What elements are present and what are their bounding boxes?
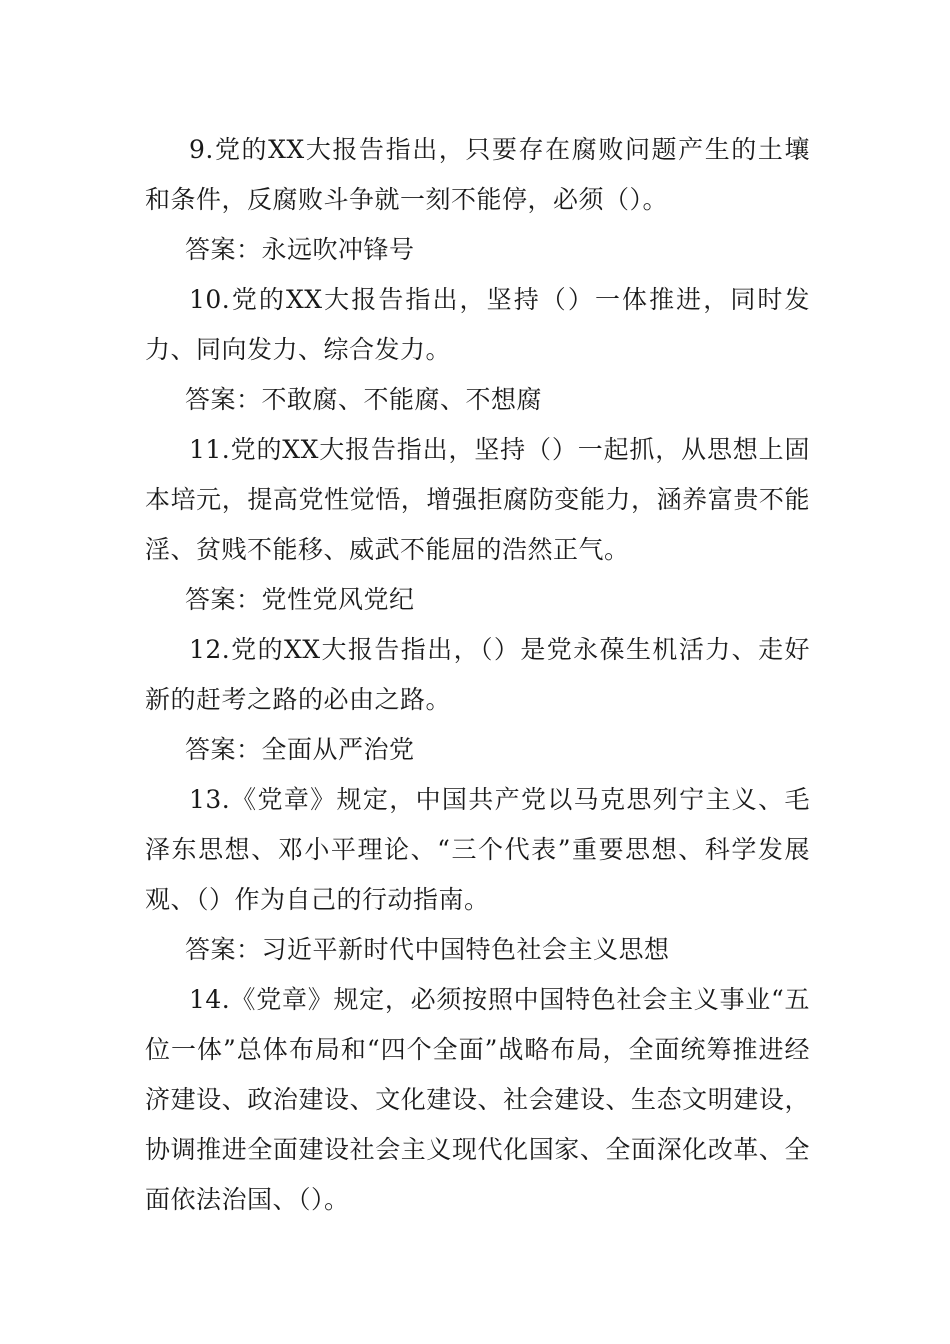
question-11: 11.党的XX大报告指出，坚持（）一起抓，从思想上固本培元，提高党性觉悟，增强拒腐防变能力，涵养富贵不能淫、贫贱不能移、威武不能屈的浩然正气。 <box>145 435 810 564</box>
question-10: 10.党的XX大报告指出，坚持（）一体推进，同时发力、同向发力、综合发力。 <box>145 285 810 364</box>
answer-13: 答案：习近平新时代中国特色社会主义思想 <box>185 935 670 964</box>
answer-12: 答案：全面从严治党 <box>185 735 415 764</box>
answer-10: 答案：不敢腐、不能腐、不想腐 <box>185 385 543 414</box>
question-13: 13.《党章》规定，中国共产党以马克思列宁主义、毛泽东思想、邓小平理论、“三个代表”重要思想、科学发展观、（）作为自己的行动指南。 <box>145 785 810 914</box>
document-body <box>145 125 810 1225</box>
question-9: 9.党的XX大报告指出，只要存在腐败问题产生的土壤和条件，反腐败斗争就一刻不能停，必须（）。 <box>145 135 810 214</box>
question-14: 14.《党章》规定，必须按照中国特色社会主义事业“五位一体”总体布局和“四个全面”战略布局，全面统筹推进经济建设、政治建设、文化建设、社会建设、生态文明建设，协调推进全面建设社会主义现代化国家、全面深化改革、全面依法治国、（）。 <box>145 985 810 1214</box>
answer-9: 答案：永远吹冲锋号 <box>185 235 415 264</box>
question-12: 12.党的XX大报告指出，（）是党永葆生机活力、走好新的赶考之路的必由之路。 <box>145 635 810 714</box>
answer-11: 答案：党性党风党纪 <box>185 585 415 614</box>
